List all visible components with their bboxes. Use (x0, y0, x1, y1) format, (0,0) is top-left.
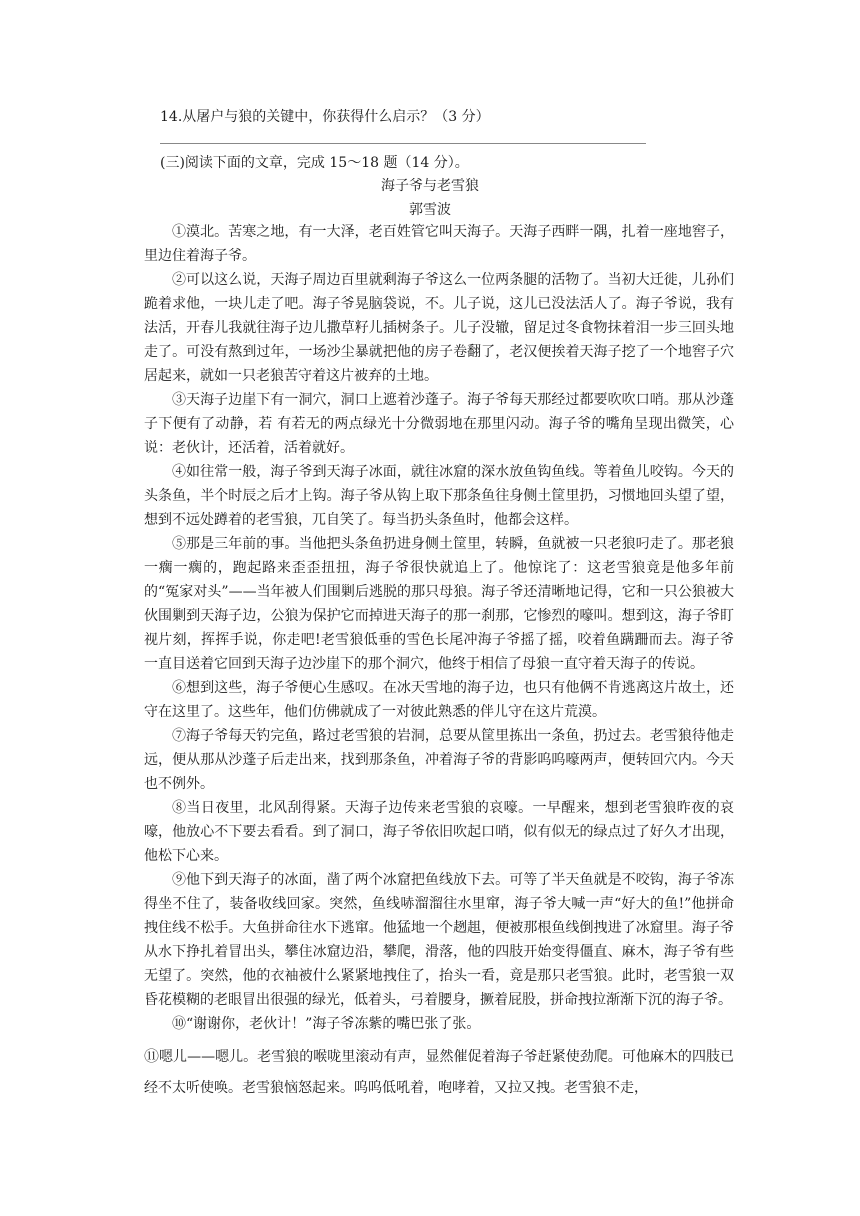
paragraph-7: ⑦海子爷每天钓完鱼，路过老雪狼的岩洞，总要从筐里拣出一条鱼，扔过去。老雪狼待他走远，便从那从沙蓬子后走出来，找到那条鱼，冲着海子爷的背影呜呜嚎两声，便转回穴内。今天也不例外。 (144, 728, 734, 792)
article-body (144, 220, 734, 1036)
paragraph-6: ⑥想到这些，海子爷便心生感叹。在冰天雪地的海子边，也只有他俩不肯逃离这片故土，还守在这里了。这些年，他们仿佛就成了一对彼此熟悉的伴儿守在这片荒漠。 (144, 680, 734, 720)
answer-line (160, 143, 646, 144)
paragraph-8: ⑧当日夜里，北风刮得紧。天海子边传来老雪狼的哀嚎。一早醒来，想到老雪狼昨夜的哀嚎，他放心不下要去看看。到了洞口，海子爷依旧吹起口哨，似有似无的绿点过了好久才出现，他松下心来。 (144, 800, 734, 864)
paragraph-11-mark: ⑪ (144, 1047, 160, 1065)
paragraph-3: ③天海子边崖下有一洞穴，洞口上遮着沙蓬子。海子爷每天那经过都要吹吹口哨。那从沙蓬子下便有了动静，若 有若无的两点绿光十分微弱地在那里闪动。海子爷的嘴角呈现出微笑，心说：老伙计，还活着，活着就好。 (144, 392, 734, 456)
paragraph-4: ④如往常一般，海子爷到天海子冰面，就往冰窟的深水放鱼钩鱼线。等着鱼儿咬钩。今天的头条鱼，半个时辰之后才上钩。海子爷从钩上取下那条鱼往身侧土筐里扔，习惯地回头望了望，想到不远处蹲着的老雪狼，兀自笑了。每当扔头条鱼时，他都会这样。 (144, 464, 734, 528)
section-heading: (三)阅读下面的文章，完成 15～18 题（14 分）。 (160, 155, 469, 171)
article-author: 郭雪波 (409, 202, 451, 218)
article-title: 海子爷与老雪狼 (381, 178, 479, 194)
paragraph-10: ⑩“谢谢你，老伙计！”海子爷冻紫的嘴巴张了张。 (172, 1016, 481, 1032)
paragraph-11 (144, 1041, 734, 1104)
paragraph-5: ⑤那是三年前的事。当他把头条鱼扔进身侧土筐里，转瞬，鱼就被一只老狼叼走了。那老狼一瘸一瘸的，跑起路来歪歪扭扭，海子爷很快就追上了。他惊诧了：这老雪狼竟是他多年前的“冤家对头”——当年被人们围剿后逃脱的那只母狼。海子爷还清晰地记得，它和一只公狼被大伙围剿到天海子边，公狼为保护它而掉进天海子的那一刹那，它惨烈的嚎叫。想到这，海子爷盯视片刻，挥挥手说，你走吧!老雪狼低垂的雪色长尾冲海子爷摇了摇，咬着鱼蹒跚而去。海子爷一直目送着它回到天海子边沙崖下的那个洞穴，他终于相信了母狼一直守着天海子的传说。 (144, 536, 734, 672)
paragraph-1: ①漠北。苦寒之地，有一大泽，老百姓管它叫天海子。天海子西畔一隅，扎着一座地窖子，里边住着海子爷。 (144, 224, 734, 264)
question-14: 14.从屠户与狼的关键中，你获得什么启示？（3 分） (160, 109, 490, 125)
paragraph-9: ⑨他下到天海子的冰面，凿了两个冰窟把鱼线放下去。可等了半天鱼就是不咬钩，海子爷冻得坐不住了，装备收线回家。突然，鱼线哧溜溜往水里窜，海子爷大喊一声“好大的鱼!”他拼命拽住线不松手。大鱼拼命往水下逃窜。他猛地一个趔趄，便被那根鱼线倒拽进了冰窟里。海子爷从水下挣扎着冒出头，攀住冰窟边沿，攀爬，滑落，他的四肢开始变得僵直、麻木，海子爷有些无望了。突然，他的衣袖被什么紧紧地拽住了，抬头一看，竟是那只老雪狼。此时，老雪狼一双昏花模糊的老眼冒出很强的绿光，低着头，弓着腰身，撅着屁股，拼命拽拉渐渐下沉的海子爷。 (144, 872, 734, 1008)
paragraph-11-text: 嗯儿——嗯儿。老雪狼的喉咙里滚动有声，显然催促着海子爷赶紧使劲爬。可他麻木的四肢已经不太听使唤。老雪狼恼怒起来。呜呜低吼着，咆哮着，又拉又拽。老雪狼不走， (144, 1049, 734, 1096)
paragraph-2: ②可以这么说，天海子周边百里就剩海子爷这么一位两条腿的活物了。当初大迁徙，儿孙们跪着求他，一块儿走了吧。海子爷晃脑袋说，不。儿子说，这儿已没法活人了。海子爷说，我有法活，开春儿我就往海子边儿撒草籽儿插树条子。儿子没辙，留足过冬食物抹着泪一步三回头地走了。可没有熬到过年，一场沙尘暴就把他的房子卷翻了，老汉便挨着天海子挖了一个地窖子穴居起来，就如一只老狼苦守着这片被弃的土地。 (144, 272, 734, 384)
